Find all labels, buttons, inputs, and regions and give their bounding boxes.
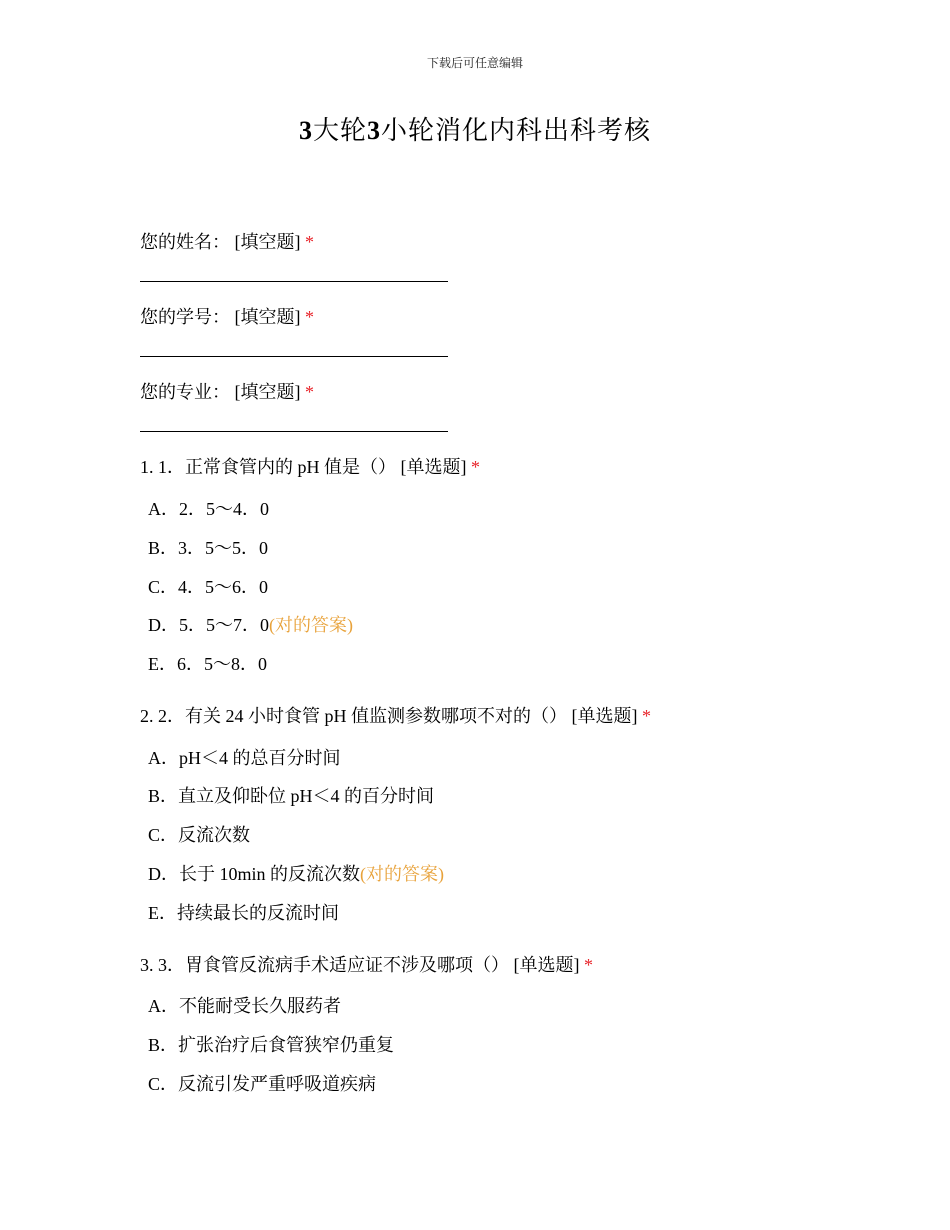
question-1-option-d[interactable]	[148, 611, 353, 637]
required-mark: *	[642, 706, 651, 726]
title-number-1: 3	[298, 116, 313, 145]
field-id-label	[140, 303, 314, 329]
field-id-input-line[interactable]	[140, 356, 448, 357]
correct-answer-mark: (对的答案)	[269, 615, 353, 635]
field-label: 您的姓名： [填空题]	[140, 232, 301, 252]
required-mark: *	[471, 457, 480, 477]
option-text: C．反流引发严重呼吸道疾病	[148, 1074, 377, 1094]
option-text: E．6．5～8．0	[148, 654, 267, 674]
field-label: 您的专业： [填空题]	[140, 382, 301, 402]
question-3-option-b[interactable]	[148, 1031, 394, 1057]
question-2-option-c[interactable]	[148, 821, 250, 847]
option-text: A．pH＜4 的总百分时间	[148, 748, 341, 768]
required-mark: *	[305, 232, 314, 252]
page-title	[0, 110, 950, 147]
question-3-text	[140, 951, 593, 977]
question-3-option-a[interactable]	[148, 992, 341, 1018]
correct-answer-mark: (对的答案)	[360, 864, 445, 884]
question-text: 3. 3．胃食管反流病手术适应证不涉及哪项（） [单选题]	[140, 955, 580, 975]
required-mark: *	[584, 955, 593, 975]
question-text: 2. 2．有关 24 小时食管 pH 值监测参数哪项不对的（） [单选题]	[140, 706, 638, 726]
question-2-option-b[interactable]	[148, 782, 434, 808]
question-1-text	[140, 453, 480, 479]
question-1-option-b[interactable]	[148, 534, 268, 560]
option-text: B．扩张治疗后食管狭窄仍重复	[148, 1035, 395, 1055]
field-major-input-line[interactable]	[140, 431, 448, 432]
field-name-label	[140, 228, 314, 254]
option-text: A．不能耐受长久服药者	[148, 996, 341, 1016]
question-1-option-e[interactable]	[148, 650, 267, 676]
question-2-option-a[interactable]	[148, 744, 341, 770]
required-mark: *	[305, 382, 314, 402]
field-label: 您的学号： [填空题]	[140, 307, 301, 327]
question-text: 1. 1．正常食管内的 pH 值是（） [单选题]	[140, 457, 467, 477]
option-text: C．4．5～6．0	[148, 577, 269, 597]
question-2-option-d[interactable]	[148, 860, 444, 886]
page-header-note: 下载后可任意编辑	[426, 56, 523, 70]
title-number-2: 3	[367, 116, 381, 145]
option-text: D．长于 10min 的反流次数	[148, 864, 361, 884]
question-1-option-a[interactable]	[148, 495, 269, 521]
option-text: A．2．5～4．0	[148, 499, 269, 519]
option-text: C．反流次数	[148, 825, 251, 845]
question-2-text	[140, 702, 651, 728]
required-mark: *	[305, 307, 314, 327]
option-text: D．5．5～7．0	[148, 615, 269, 635]
title-part-2: 小轮消化内科出科考核	[381, 116, 652, 145]
option-text: B．直立及仰卧位 pH＜4 的百分时间	[148, 786, 435, 806]
field-name-input-line[interactable]	[140, 281, 448, 282]
option-text: E．持续最长的反流时间	[148, 903, 339, 923]
question-2-option-e[interactable]	[148, 899, 339, 925]
title-part-1: 大轮	[312, 116, 367, 145]
option-text: B．3．5～5．0	[148, 538, 269, 558]
question-1-option-c[interactable]	[148, 573, 268, 599]
field-major-label	[140, 378, 314, 404]
question-3-option-c[interactable]	[148, 1070, 376, 1096]
